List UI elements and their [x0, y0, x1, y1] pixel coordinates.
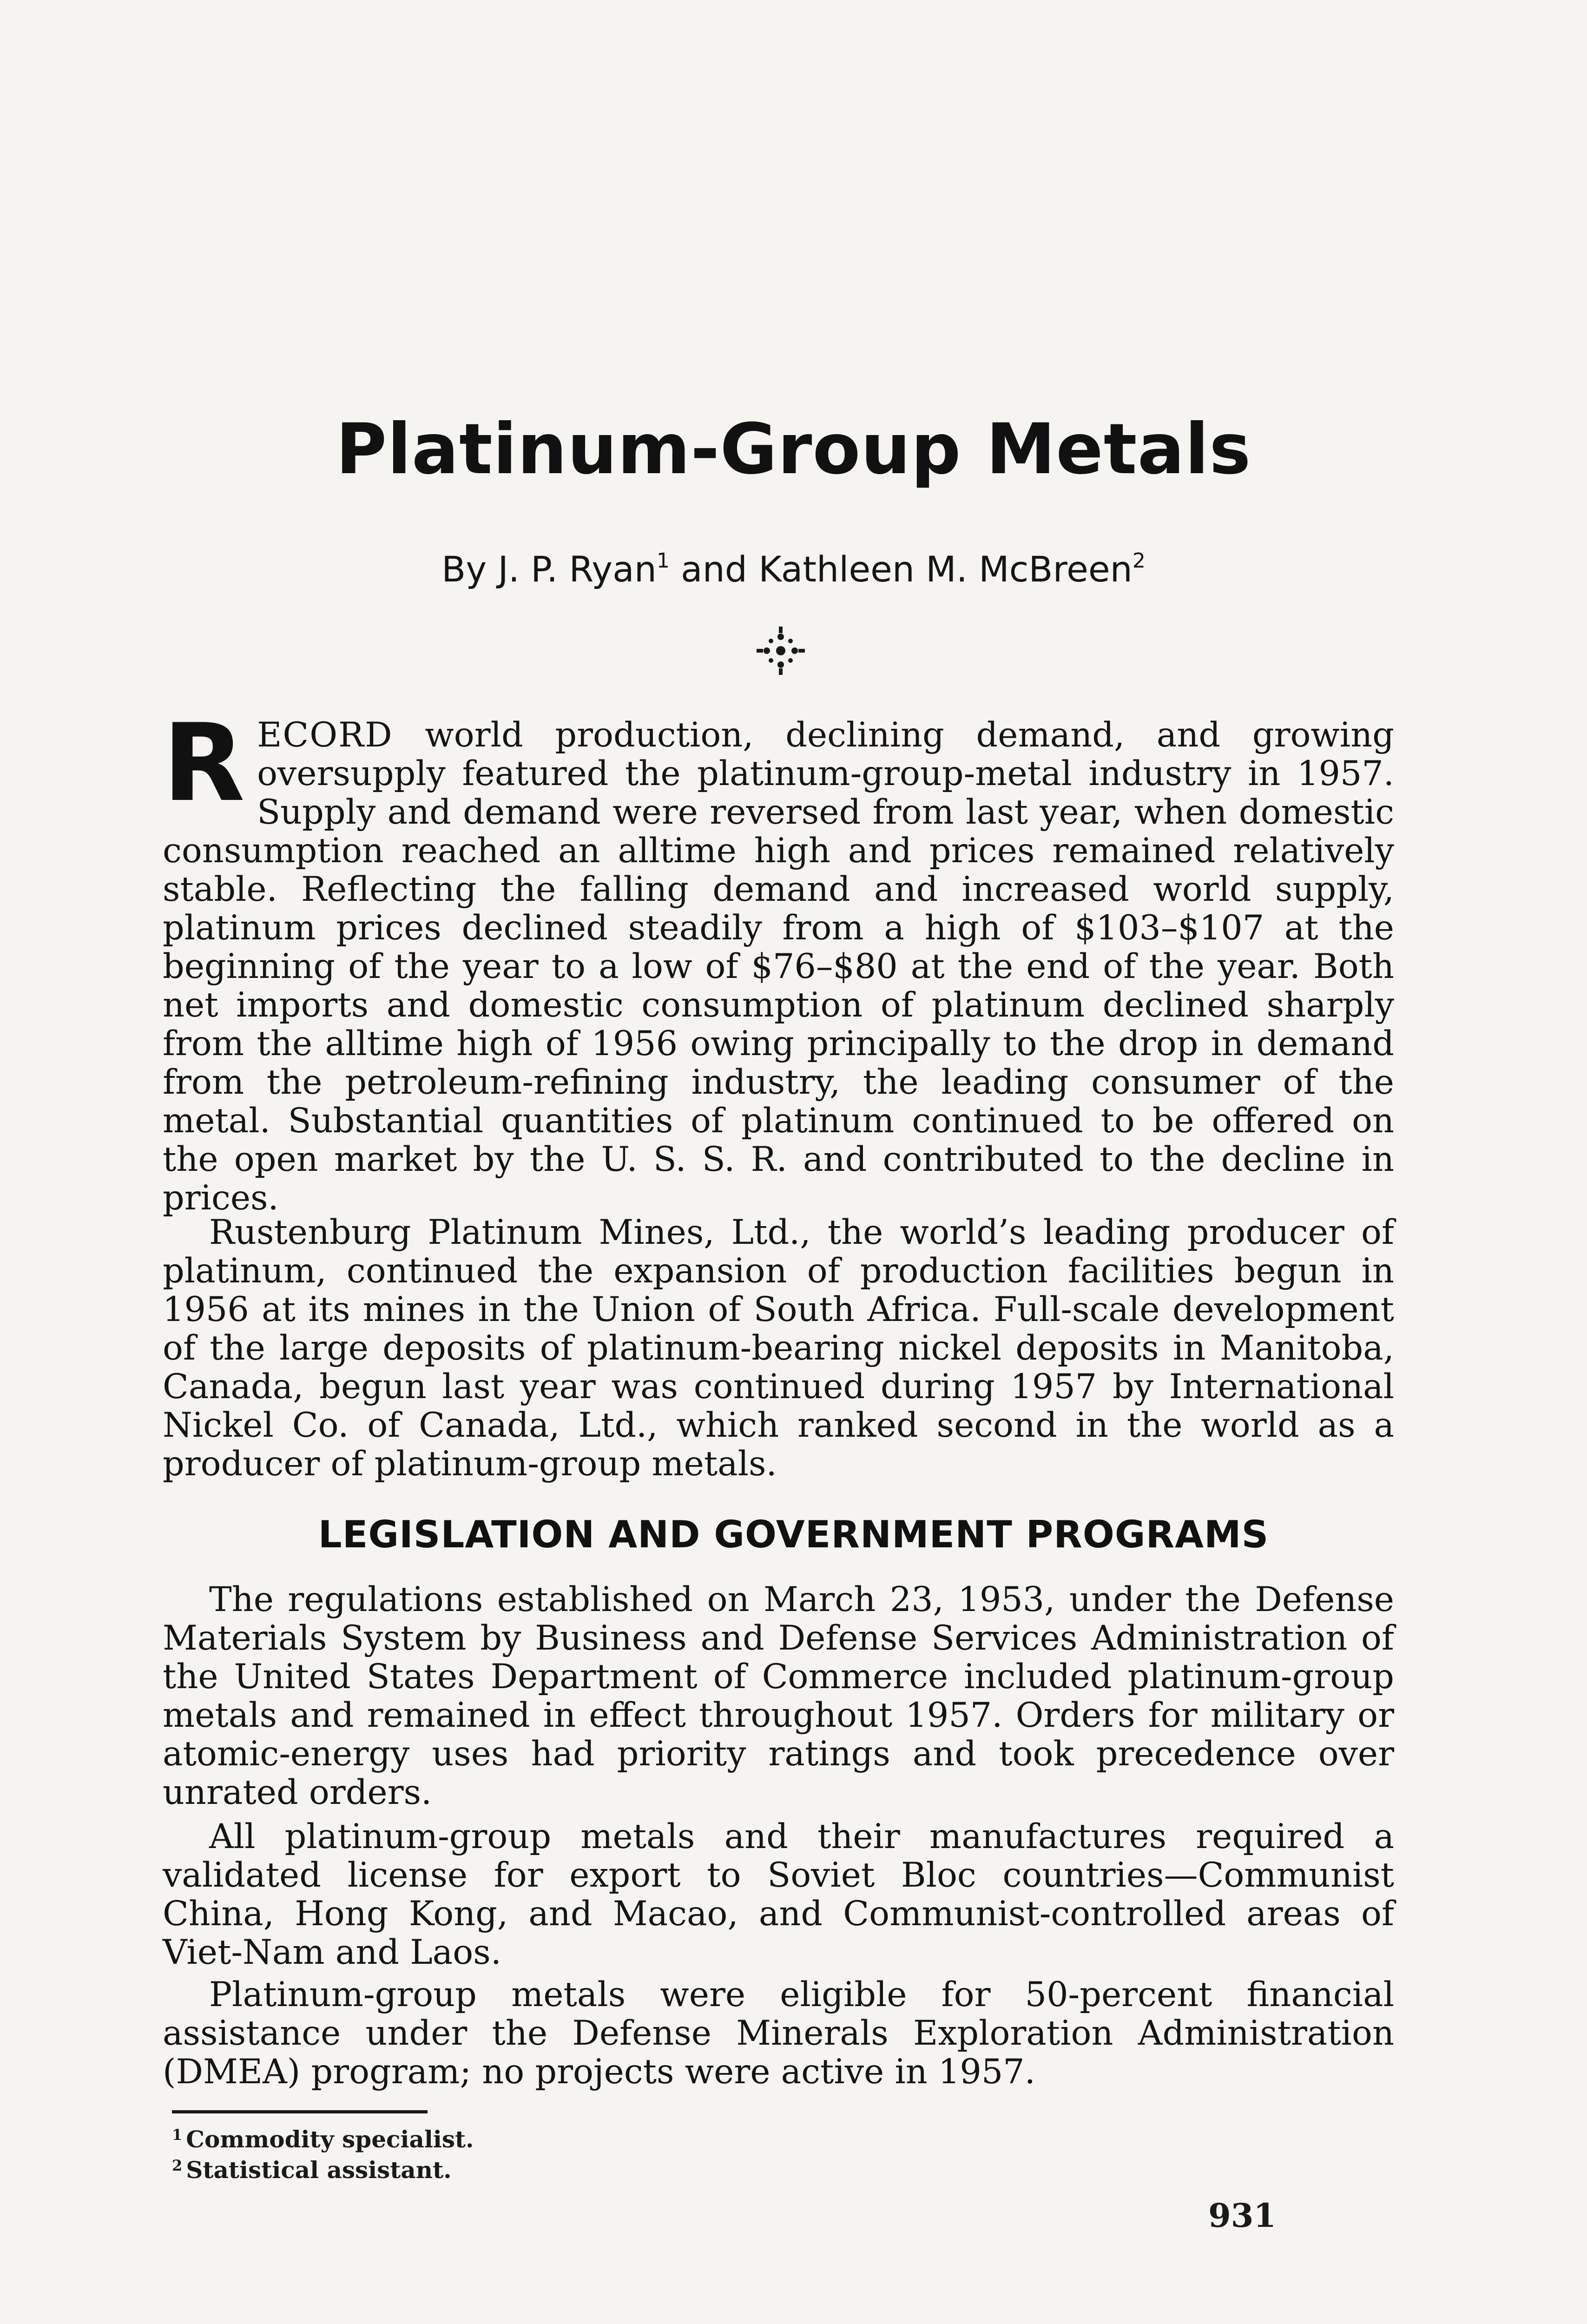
paragraph-export-license: All platinum-group metals and their manufactures required a validated license for export to Soviet Bloc countries—Communist China, Hong Kong, and Macao, and Communist-controlled areas of Viet-Nam and Laos.: [163, 1817, 1394, 1972]
footnote-divider: [172, 2110, 428, 2113]
paragraph-dmea: Platinum-group metals were eligible for 50-percent financial assistance under the Defense Minerals Exploration Administration (DMEA) program; no projects were active in 1957.: [163, 1975, 1394, 2092]
section-heading: LEGISLATION AND GOVERNMENT PROGRAMS: [318, 1513, 1269, 1556]
author-2-footnote-ref: 2: [1132, 549, 1146, 573]
footnote-mark: 1: [172, 2126, 183, 2144]
author-1: J. P. Ryan: [498, 548, 657, 590]
page-title: Platinum-Group Metals: [336, 409, 1251, 490]
byline-connector: and: [681, 548, 748, 590]
paragraph-rustenburg: Rustenburg Platinum Mines, Ltd., the world’s leading producer of platinum, continued the expansion of production facilities begun in 1956 at its mines in the Union of South Africa. Full-scale development of the large deposits of platinum-bearing nickel deposits in Manitoba, Canada, begun last year was continued during 1957 by International Nickel Co. of Canada, Ltd., which ranked second in the world as a producer of platinum-group metals.: [163, 1213, 1394, 1484]
drop-cap: R: [163, 701, 245, 825]
byline: [0, 548, 1587, 590]
footnote-text: Statistical assistant.: [186, 2156, 452, 2184]
byline-prefix: By: [441, 548, 487, 590]
paragraph-regulations: The regulations established on March 23, 1953, under the Defense Materials System by Business and Defense Services Administration of the United States Department of Commerce included platinum-group metals and remained in effect throughout 1957. Orders for military or atomic-energy uses had priority ratings and took precedence over unrated orders.: [163, 1580, 1394, 1812]
footnote-text: Commodity specialist.: [186, 2126, 474, 2153]
author-2: Kathleen M. McBreen: [758, 548, 1133, 590]
footnote-mark: 2: [172, 2157, 183, 2174]
intro-text: world production, declining demand, and growing oversupply featured the platinum-group-metal industry in 1957. Supply and demand were reversed from last year, when domestic consumption reached an alltime high and prices remained relatively stable. Reflecting the falling demand and increased world supply, platinum prices declined steadily from a high of $103–$107 at the beginning of the year to a low of $76–$80 at the end of the year. Both net imports and domestic consumption of platinum declined sharply from the alltime high of 1956 owing principally to the drop in demand from the petroleum-refining industry, the leading consumer of the metal. Substantial quantities of platinum continued to be offered on the open market by the U. S. S. R. and contributed to the decline in prices.: [163, 715, 1394, 1218]
page-number: 931: [1208, 2196, 1277, 2235]
ornament-icon: [748, 623, 813, 679]
intro-lead-word: ECORD: [257, 715, 393, 755]
intro-paragraph: [163, 701, 1394, 1218]
footnotes: [172, 2122, 474, 2183]
author-1-footnote-ref: 1: [656, 549, 670, 573]
footnote: [172, 2152, 474, 2183]
footnote: [172, 2122, 474, 2152]
